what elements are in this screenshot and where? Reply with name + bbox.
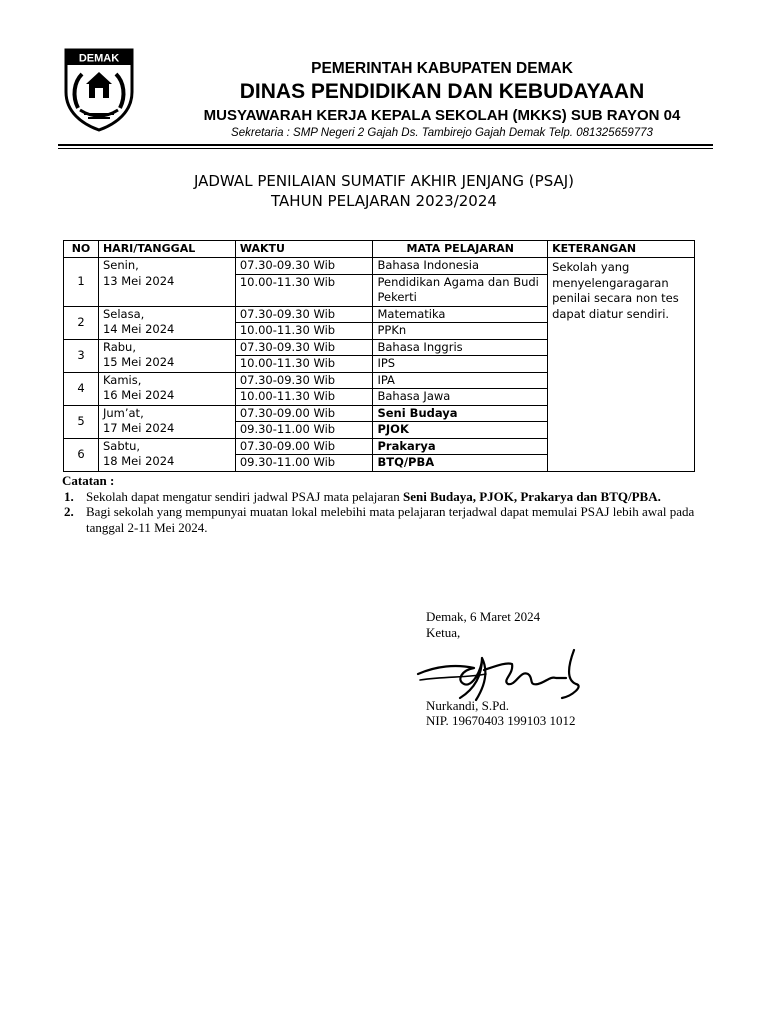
header-government: PEMERINTAH KABUPATEN DEMAK <box>311 60 573 77</box>
session-time: 07.30-09.00 Wib <box>235 438 373 455</box>
col-header-remarks: KETERANGAN <box>548 241 695 258</box>
session-subject: Seni Budaya <box>373 405 548 422</box>
session-subject: IPS <box>373 356 548 373</box>
day-name: Rabu, <box>102 339 136 354</box>
session-time: 10.00-11.30 Wib <box>235 274 373 306</box>
day-date: 15 Mei 2024 <box>102 355 175 369</box>
row-day-date <box>98 372 235 405</box>
schedule-table <box>63 240 695 472</box>
row-number: 2 <box>64 306 99 339</box>
session-subject: Bahasa Indonesia <box>373 258 548 275</box>
session-time: 09.30-11.00 Wib <box>235 422 373 439</box>
session-subject: IPA <box>373 372 548 389</box>
row-number: 5 <box>64 405 99 438</box>
header-organization: MUSYAWARAH KERJA KEPALA SEKOLAH (MKKS) SUB RAYON 04 <box>203 107 681 124</box>
note-number: 1. <box>64 488 74 504</box>
table-header-row <box>64 241 695 258</box>
session-time: 10.00-11.30 Wib <box>235 389 373 406</box>
note-bold-text: Seni Budaya, PJOK, Prakarya dan BTQ/PBA. <box>402 488 661 504</box>
row-number: 1 <box>64 258 99 307</box>
session-time: 10.00-11.30 Wib <box>235 356 373 373</box>
col-header-subject: MATA PELAJARAN <box>373 241 548 258</box>
header-office: DINAS PENDIDIKAN DAN KEBUDAYAAN <box>239 80 645 103</box>
day-date: 13 Mei 2024 <box>102 273 175 288</box>
remarks-cell: Sekolah yang menyelengaragaran penilai secara non tes dapat diatur sendiri. <box>548 258 695 472</box>
session-time: 09.30-11.00 Wib <box>235 455 373 472</box>
row-number: 6 <box>64 438 99 471</box>
handwritten-signature <box>416 640 591 704</box>
row-day-date <box>98 405 235 438</box>
signature-place-date: Demak, 6 Maret 2024 <box>426 609 541 624</box>
signature-name: Nurkandi, S.Pd. <box>426 698 510 713</box>
session-time: 07.30-09.30 Wib <box>235 372 373 389</box>
signature-nip: NIP. 19670403 199103 1012 <box>426 713 576 728</box>
row-day-date <box>98 438 235 471</box>
session-time: 07.30-09.30 Wib <box>235 339 373 356</box>
signature-role: Ketua, <box>426 625 461 640</box>
note-item <box>62 489 712 505</box>
session-time: 07.30-09.30 Wib <box>235 306 373 323</box>
day-date: 14 Mei 2024 <box>102 322 175 336</box>
session-subject: Matematika <box>373 306 548 323</box>
day-name: Selasa, <box>102 306 145 321</box>
demak-logo-emblem <box>64 48 134 132</box>
row-day-date <box>98 306 235 339</box>
day-date: 18 Mei 2024 <box>102 454 175 468</box>
note-text: Sekolah dapat mengatur sendiri jadwal PSAJ mata pelajaran <box>86 488 403 504</box>
document-subtitle: TAHUN PELAJARAN 2023/2024 <box>271 192 497 210</box>
note-number: 2. <box>64 504 74 519</box>
day-name: Sabtu, <box>102 438 141 453</box>
col-header-no: NO <box>64 241 99 258</box>
col-header-day-date: HARI/TANGGAL <box>98 241 235 258</box>
session-subject: Bahasa Jawa <box>373 389 548 406</box>
row-day-date <box>98 339 235 372</box>
session-subject: Prakarya <box>373 438 548 455</box>
day-name: Kamis, <box>102 372 142 387</box>
session-time: 07.30-09.00 Wib <box>235 405 373 422</box>
document-title: JADWAL PENILAIAN SUMATIF AKHIR JENJANG (PSAJ) <box>193 172 575 190</box>
session-subject: Pendidikan Agama dan Budi Pekerti <box>373 274 548 306</box>
session-time: 07.30-09.30 Wib <box>235 258 373 275</box>
session-subject: BTQ/PBA <box>373 455 548 472</box>
day-name: Senin, <box>102 258 139 272</box>
row-day-date <box>98 258 235 307</box>
session-time: 10.00-11.30 Wib <box>235 323 373 340</box>
header-secretariat: Sekretaria : SMP Negeri 2 Gajah Ds. Tambirejo Gajah Demak Telp. 081325659773 <box>231 127 653 139</box>
note-item <box>62 504 712 535</box>
logo-text: DEMAK <box>78 52 120 65</box>
note-text: Bagi sekolah yang mempunyai muatan lokal melebihi mata pelajaran terjadwal dapat memulai PSAJ lebih awal pada tanggal 2-11 Mei 2024. <box>86 504 695 535</box>
row-number: 4 <box>64 372 99 405</box>
session-subject: PJOK <box>373 422 548 439</box>
header-rule-thin <box>58 148 713 149</box>
header-rule-thick <box>58 144 713 146</box>
session-subject: Bahasa Inggris <box>373 339 548 356</box>
day-date: 16 Mei 2024 <box>102 388 175 402</box>
day-name: Jum’at, <box>102 405 144 420</box>
day-date: 17 Mei 2024 <box>102 421 175 435</box>
col-header-time: WAKTU <box>235 241 373 258</box>
notes-section <box>62 473 712 535</box>
table-row <box>64 258 695 275</box>
notes-title: Catatan : <box>62 473 115 488</box>
session-subject: PPKn <box>373 323 548 340</box>
row-number: 3 <box>64 339 99 372</box>
